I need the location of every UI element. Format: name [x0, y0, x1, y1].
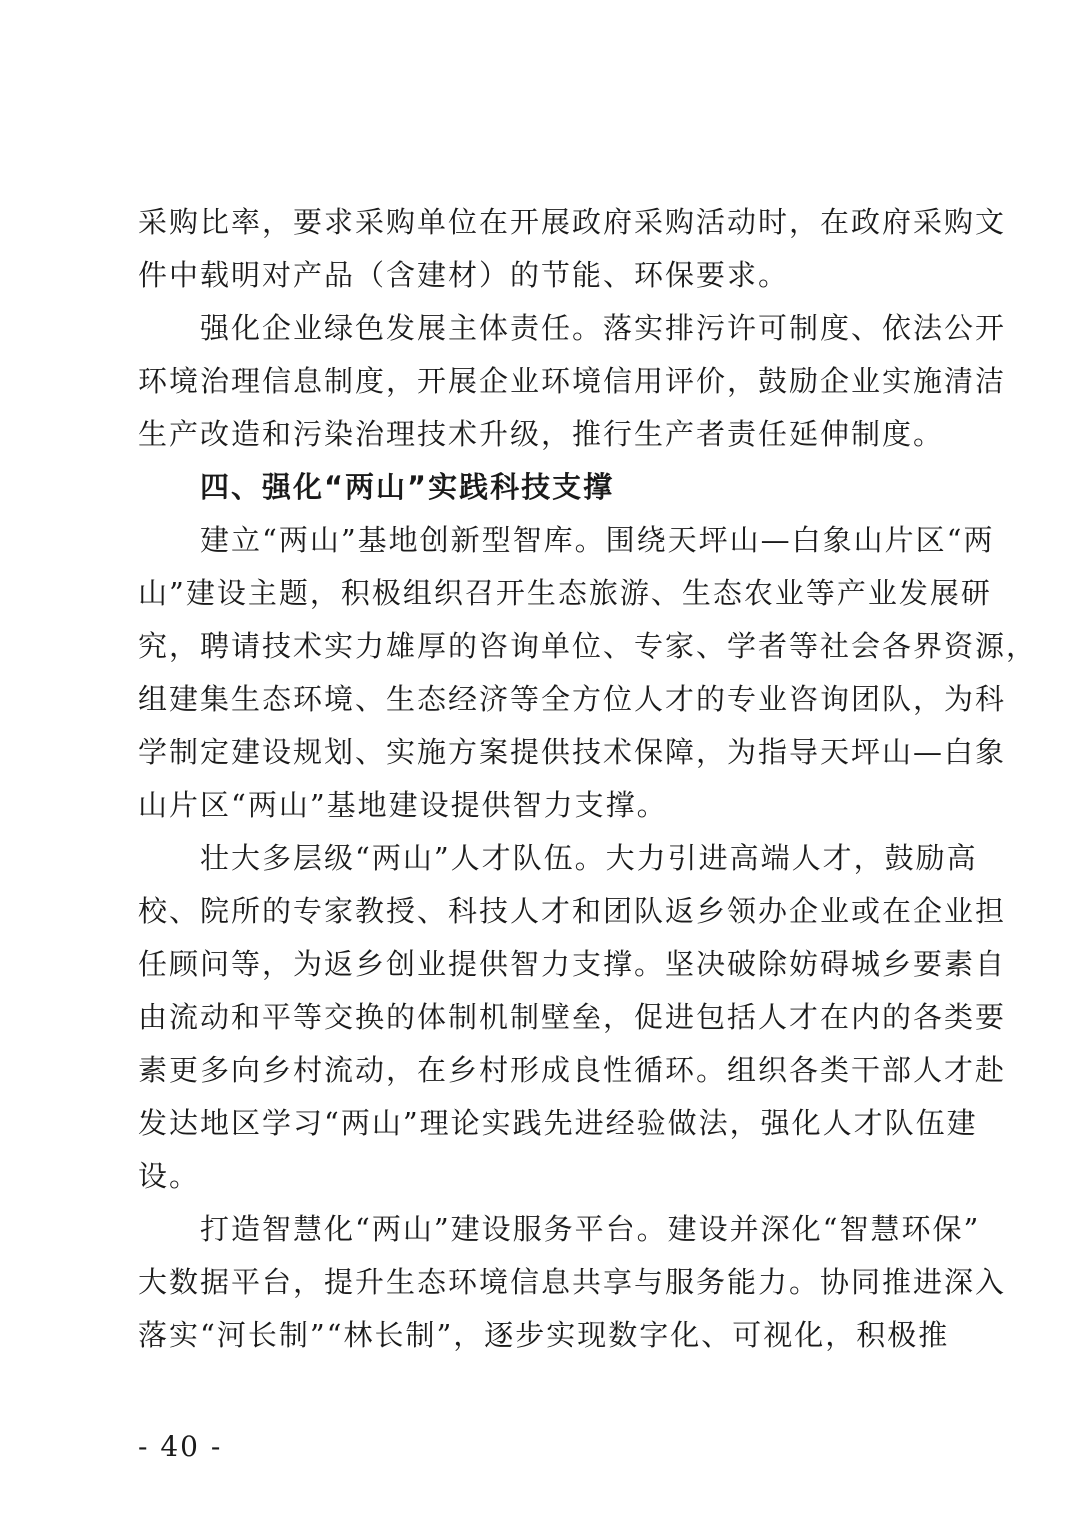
text-line: 大数据平台，提升生态环境信息共享与服务能力。协同推进深入 — [138, 1265, 1007, 1299]
text-line: 素更多向乡村流动，在乡村形成良性循环。组织各类干部人才赴 — [138, 1053, 1007, 1087]
text-line: 发达地区学习“两山”理论实践先进经验做法，强化人才队伍建 — [138, 1106, 978, 1140]
text-line: 究，聘请技术实力雄厚的咨询单位、专家、学者等社会各界资源， — [138, 629, 1038, 663]
text-line: 学制定建设规划、实施方案提供技术保障，为指导天坪山—白象 — [138, 735, 1007, 769]
paragraph-start-line: 壮大多层级“两山”人才队伍。大力引进高端人才，鼓励高 — [200, 841, 978, 875]
document-body — [138, 196, 1038, 1362]
text-line: 件中载明对产品（含建材）的节能、环保要求。 — [138, 258, 790, 292]
text-line: 设。 — [138, 1159, 201, 1193]
text-line: 落实“河长制”“林长制”，逐步实现数字化、可视化，积极推 — [138, 1318, 950, 1352]
text-line: 任顾问等，为返乡创业提供智力支撑。坚决破除妨碍城乡要素自 — [138, 947, 1007, 981]
paragraph-start-line: 打造智慧化“两山”建设服务平台。建设并深化“智慧环保” — [200, 1212, 981, 1246]
section-heading: 四、强化“两山”实践科技支撑 — [200, 470, 615, 504]
text-line: 组建集生态环境、生态经济等全方位人才的专业咨询团队，为科 — [138, 682, 1007, 716]
text-line: 环境治理信息制度，开展企业环境信用评价，鼓励企业实施清洁 — [138, 364, 1007, 398]
text-line: 山片区“两山”基地建设提供智力支撑。 — [138, 788, 668, 822]
text-line: 校、院所的专家教授、科技人才和团队返乡领办企业或在企业担 — [138, 894, 1007, 928]
paragraph-start-line: 强化企业绿色发展主体责任。落实排污许可制度、依法公开 — [200, 311, 1007, 345]
text-line: 山”建设主题，积极组织召开生态旅游、生态农业等产业发展研 — [138, 576, 992, 610]
page-number: - 40 - — [138, 1430, 223, 1463]
text-line: 采购比率，要求采购单位在开展政府采购活动时，在政府采购文 — [138, 205, 1007, 239]
text-line: 生产改造和污染治理技术升级，推行生产者责任延伸制度。 — [138, 417, 945, 451]
paragraph-start-line: 建立“两山”基地创新型智库。围绕天坪山—白象山片区“两 — [200, 523, 995, 557]
text-line: 由流动和平等交换的体制机制壁垒，促进包括人才在内的各类要 — [138, 1000, 1007, 1034]
